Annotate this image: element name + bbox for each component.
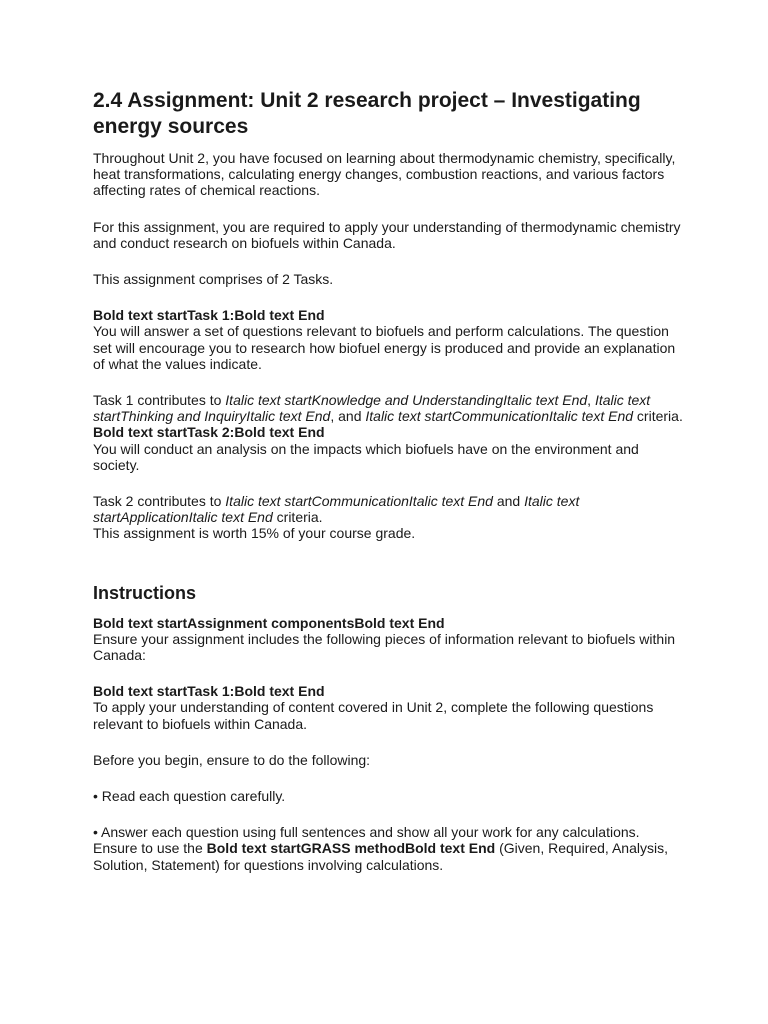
task2-contrib-pre: Task 2 contributes to [93, 493, 226, 510]
page-title: 2.4 Assignment: Unit 2 research project – Investigating energy sources [93, 89, 641, 138]
intro-paragraph-3: This assignment comprises of 2 Tasks. [93, 271, 334, 288]
components-heading: Bold text startAssignment componentsBold text End [93, 614, 445, 631]
instructions-heading: Instructions [93, 582, 197, 603]
instructions-task1-body: To apply your understanding of content covered in Unit 2, complete the following questions relevant to biofuels within Canada. [93, 699, 654, 732]
document-page [93, 88, 683, 873]
task2-sep-1: and [492, 493, 525, 510]
task1-sep-2: , and [330, 408, 366, 425]
bullet-full-sentences [93, 824, 683, 873]
bullet2-pre: • Answer each question using full sentences and show all your work for any calculations. Ensure to use the [93, 824, 640, 857]
task1-criterion-1: Italic text startKnowledge and UnderstandingItalic text End [225, 392, 588, 409]
components-body: Ensure your assignment includes the following pieces of information relevant to biofuels within Canada: [93, 630, 676, 664]
instructions-task1-heading: Bold text startTask 1:Bold text End [93, 683, 325, 700]
task2-body: You will conduct an analysis on the impacts which biofuels have on the environment and society. [93, 440, 639, 473]
task1-heading: Bold text startTask 1:Bold text End [93, 307, 325, 324]
task1-sep-1: , [587, 392, 595, 409]
task1-contribution [93, 392, 683, 424]
before-you-begin: Before you begin, ensure to do the following: [93, 751, 371, 768]
task2-contribution [93, 493, 683, 525]
task1-criterion-3: Italic text startCommunicationItalic text End [365, 408, 634, 425]
task1-contrib-post: criteria. [633, 408, 683, 425]
task2-criterion-1: Italic text startCommunicationItalic text End [225, 493, 493, 510]
task1-criterion-2: Italic text startThinking and InquiryItalic text End [93, 392, 651, 425]
task1-contrib-pre: Task 1 contributes to [93, 392, 226, 409]
intro-paragraph-2: For this assignment, you are required to apply your understanding of thermodynamic chemistry and conduct research on biofuels within Canada. [93, 218, 681, 251]
intro-paragraph-1: Throughout Unit 2, you have focused on learning about thermodynamic chemistry, specifically, heat transformations, calculating energy changes, combustion reactions, and various factors affecting rates of chemical reactions. [93, 150, 676, 199]
grass-method: Bold text startGRASS methodBold text End [206, 840, 496, 857]
grade-worth: This assignment is worth 15% of your course grade. [93, 525, 416, 542]
task2-contrib-post: criteria. [272, 509, 323, 526]
bullet2-post: (Given, Required, Analysis, Solution, Statement) for questions involving calculations. [93, 840, 668, 873]
task2-criterion-2: Italic text startApplicationItalic text End [93, 493, 580, 526]
bullet-read-carefully: • Read each question carefully. [93, 788, 286, 805]
task2-heading: Bold text startTask 2:Bold text End [93, 424, 325, 441]
task1-body: You will answer a set of questions relevant to biofuels and perform calculations. The question set will encourage you to research how biofuel energy is produced and provide an explanation of what the values indicate. [93, 323, 676, 372]
